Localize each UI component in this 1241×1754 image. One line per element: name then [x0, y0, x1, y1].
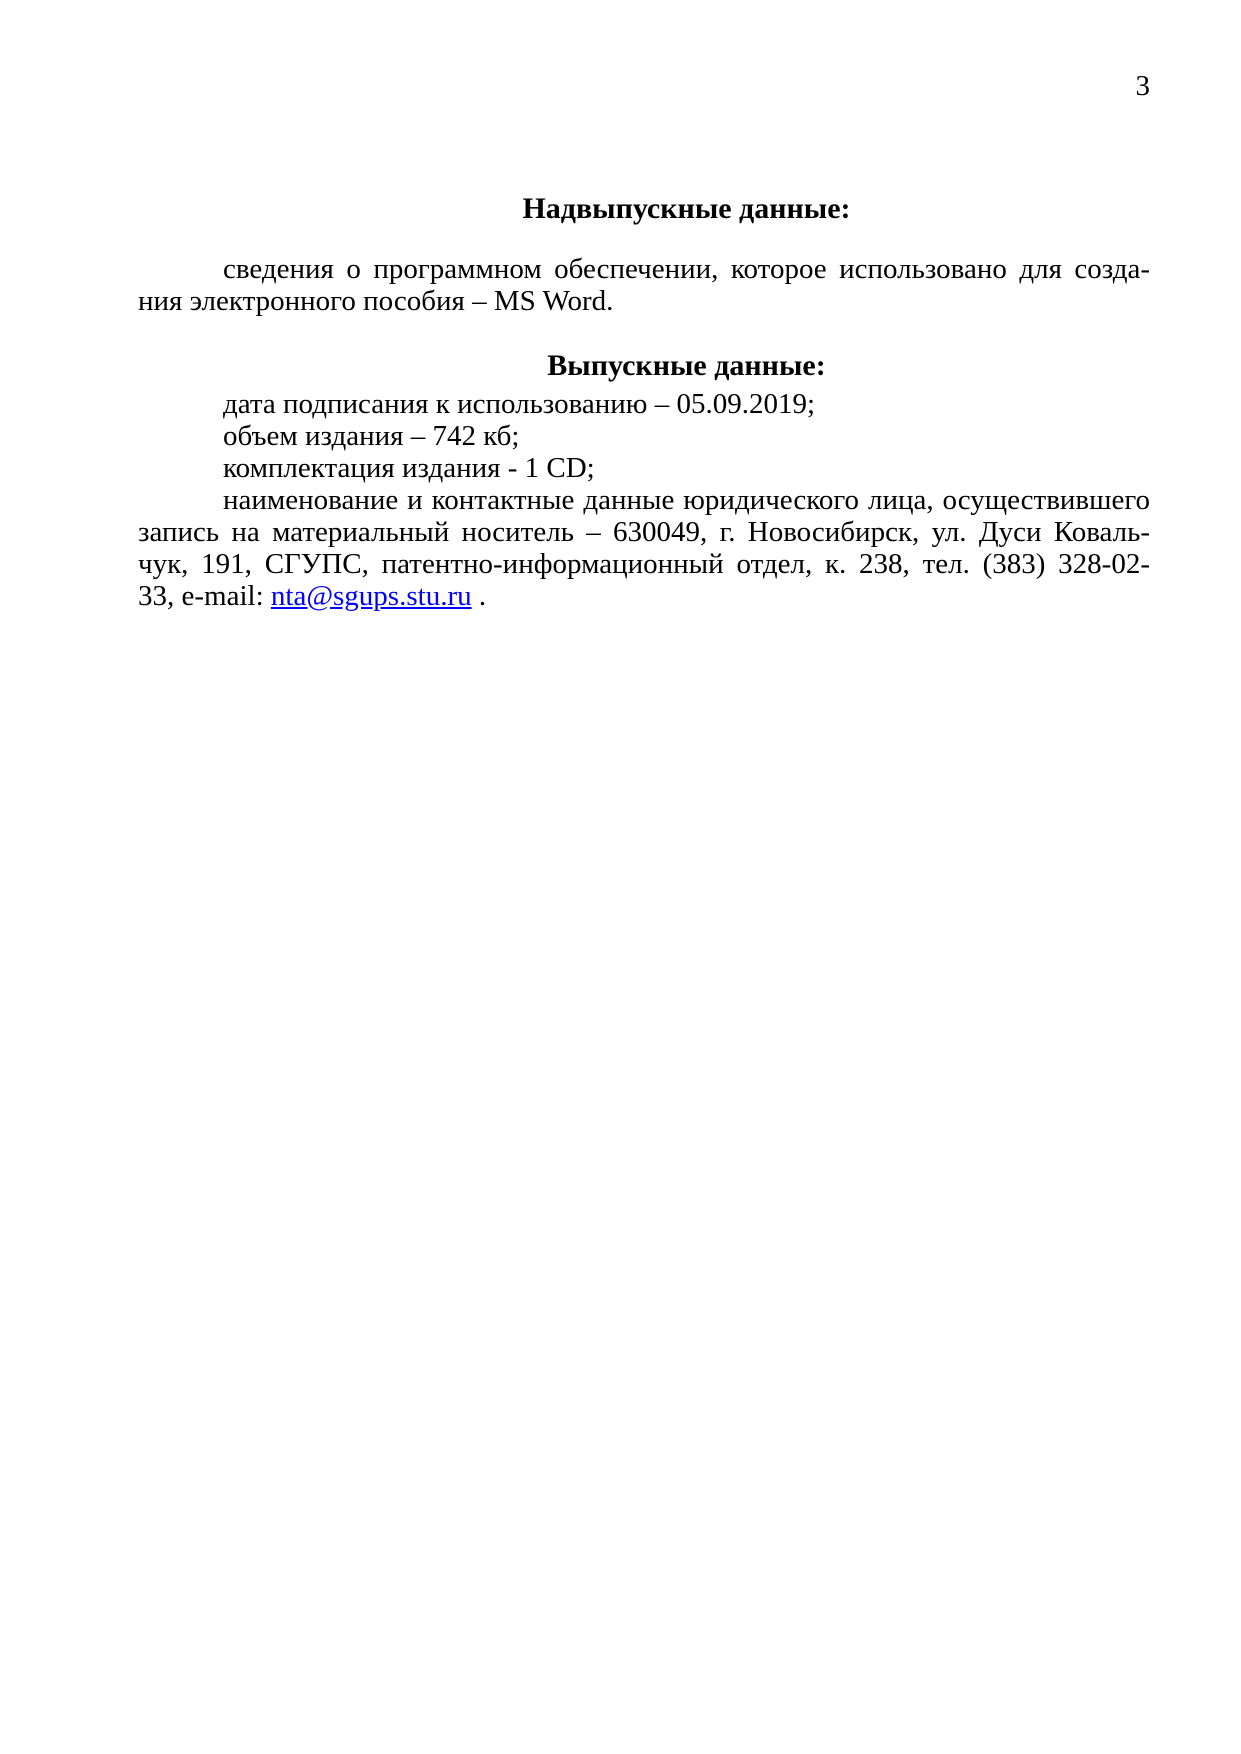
release-item-signing-date: дата подписания к использованию – 05.09.2019;: [223, 388, 816, 420]
heading-prerelease-data: Надвыпускные данные:: [522, 192, 851, 225]
email-link[interactable]: nta@sgups.stu.ru: [270, 580, 472, 612]
paragraph-software-line-2: ния электронного пособия – MS Word.: [138, 285, 614, 317]
paragraph-contact: [138, 484, 1150, 612]
heading-release-data: Выпускные данные:: [547, 349, 826, 382]
paragraph-software: [138, 253, 1150, 317]
page-number: 3: [1135, 70, 1150, 102]
release-item-size: объем издания – 742 кб;: [223, 420, 520, 452]
paragraph-contact-line-2: запись на материальный носитель – 630049, г. Новосибирск, ул. Дуси Коваль-: [138, 516, 1150, 548]
paragraph-contact-line-1: наименование и контактные данные юридического лица, осуществившего: [223, 484, 1150, 516]
email-line-suffix: .: [471, 580, 487, 612]
release-item-media: комплектация издания - 1 CD;: [223, 452, 595, 484]
page-content: [0, 0, 1241, 612]
release-data-list: [138, 388, 1150, 612]
paragraph-software-line-1: сведения о программном обеспечении, которое использовано для созда-: [223, 253, 1150, 285]
paragraph-contact-line-3: чук, 191, СГУПС, патентно-информационный отдел, к. 238, тел. (383) 328-02-: [138, 548, 1150, 580]
paragraph-contact-line-4: [138, 580, 1150, 612]
email-line-prefix: 33, e-mail:: [138, 580, 271, 612]
